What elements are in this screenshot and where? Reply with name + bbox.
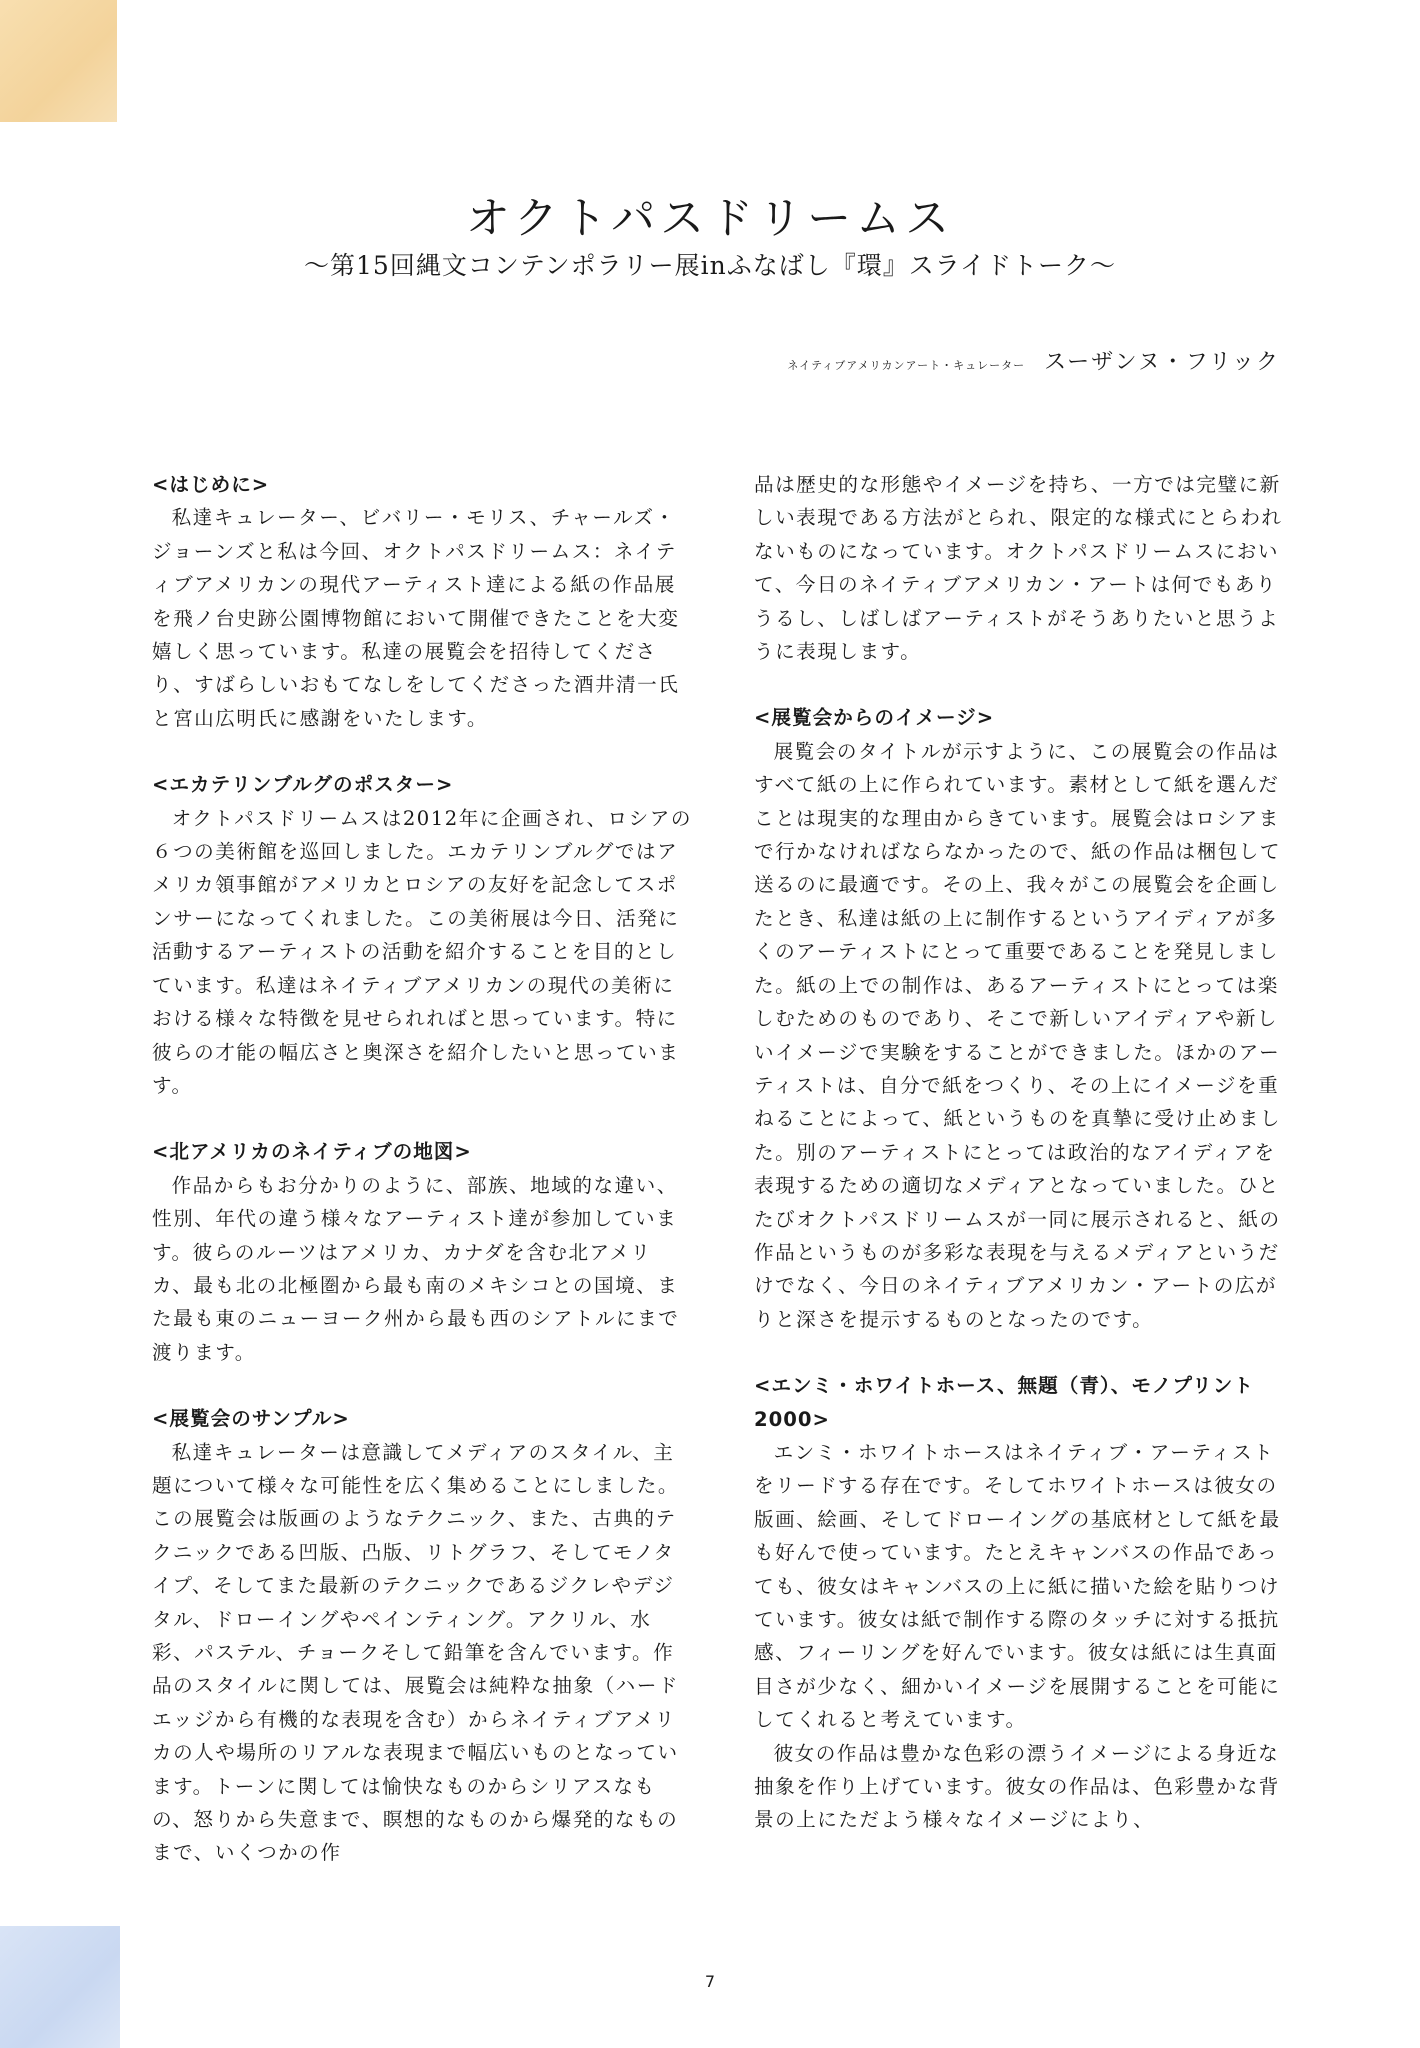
section-body: オクトパスドリームスは2012年に企画され、ロシアの６つの美術館を巡回しました。エカテリンブルグではアメリカ領事館がアメリカとロシアの友好を記念してスポンサーになってくれました。この美術展は今日、活発に活動するアーティストの活動を紹介することを目的としています。私達はネイティブアメリカンの現代の美術における様々な特徴を見せられればと思っています。特に彼らの才能の幅広さと奥深さを紹介したいと思っています。 [152,806,692,1097]
section-body-continued: 品は歴史的な形態やイメージを持ち、一方では完璧に新しい表現である方法がとられ、限定的な様式にとらわれないものになっています。オクトパスドリームスにおいて、今日のネイティブアメリカン・アートは何でもありうるし、しばしばアーティストがそうありたいと思うように表現します。 [754,473,1283,664]
section-body: 展覧会のタイトルが示すように、この展覧会の作品はすべて紙の上に作られています。素材として紙を選んだことは現実的な理由からきています。展覧会はロシアまで行かなければならなかったので、紙の作品は梱包して送るのに最適です。その上、我々がこの展覧会を企画したとき、私達は紙の上に制作するというアイディアが多くのアーティストにとって重要であることを発見しました。紙の上での制作は、あるアーティストにとっては楽しむためのものであり、そこで新しいアイディアや新しいイメージで実験をすることができました。ほかのアーティストは、自分で紙をつくり、その上にイメージを重ねることによって、紙というものを真摯に受け止めました。別のアーティストにとっては政治的なアイディアを表現するための適切なメディアとなっていました。ひとたびオクトパスドリームスが一同に展示されると、紙の作品というものが多彩な表現を与えるメディアというだけでなく、今日のネイティブアメリカン・アートの広がりと深さを提示するものとなったのです。 [754,739,1281,1331]
section-heading: <エカテリンブルグのポスター> [152,773,454,797]
section-body: 彼女の作品は豊かな色彩の漂うイメージによる身近な抽象を作り上げています。彼女の作品は、色彩豊かな背景の上にただよう様々なイメージにより、 [754,1741,1280,1832]
page-number: 7 [704,1972,716,1991]
section-heading: <展覧会からのイメージ> [754,706,995,730]
section-body: 私達キュレーターは意識してメディアのスタイル、主題について様々な可能性を広く集めることにしました。この展覧会は版画のようなテクニック、また、古典的テクニックである凹版、凸版、リトグラフ、そしてモノタイプ、そしてまた最新のテクニックであるジクレやデジタル、ドローイングやペインティング。アクリル、水彩、パステル、チョークそして鉛筆を含んでいます。作品のスタイルに関しては、展覧会は純粋な抽象（ハードエッジから有機的な表現を含む）からネイティブアメリカの人や場所のリアルな表現まで幅広いものとなっています。トーンに関しては愉快なものからシリアスなもの、怒りから失意まで、瞑想的なものから爆発的なものまで、いくつかの作 [152,1440,679,1865]
right-column [754,468,1294,1837]
section-body: エンミ・ホワイトホースはネイティブ・アーティストをリードする存在です。そしてホワイトホースは彼女の版画、絵画、そしてドローイングの基底材として紙を最も好んで使っています。たとえキャンバスの作品であっても、彼女はキャンバスの上に紙に描いた絵を貼りつけています。彼女は紙で制作する際のタッチに対する抵抗感、フィーリングを好んでいます。彼女は紙には生真面目さが少なく、細かいイメージを展開することを可能にしてくれると考えています。 [754,1440,1281,1732]
decorative-swatch-top [0,0,117,122]
section-heading: <北アメリカのネイティブの地図> [152,1140,472,1164]
left-column [152,468,692,1870]
article-title: オクトパスドリームス [465,193,955,244]
author-name: スーザンヌ・フリック [1044,350,1280,375]
author-role: ネイティブアメリカンアート・キュレーター [787,359,1026,372]
section-heading: <展覧会のサンプル> [152,1407,350,1431]
section-body: 作品からもお分かりのように、部族、地域的な違い、性別、年代の違う様々なアーティスト達が参加しています。彼らのルーツはアメリカ、カナダを含む北アメリカ、最も北の北極圏から最も南のメキシコとの国境、また最も東のニューヨーク州から最も西のシアトルにまで渡ります。 [152,1173,680,1364]
author-line [787,345,1280,376]
article-subtitle: 〜第15回縄文コンテンポラリー展inふなばし『環』スライドトーク〜 [304,251,1116,280]
section-heading: <エンミ・ホワイトホース、無題（青）、モノプリント2000> [754,1374,1254,1431]
section-heading: <はじめに> [152,473,270,496]
section-body: 私達キュレーター、ビバリー・モリス、チャールズ・ジョーンズと私は今回、オクトパスドリームス：ネイティブアメリカンの現代アーティスト達による紙の作品展を飛ノ台史跡公園博物館において開催できたことを大変嬉しく思っています。私達の展覧会を招待してくださり、すばらしいおもてなしをしてくださった酒井清一氏と宮山広明氏に感謝をいたします。 [152,506,680,730]
